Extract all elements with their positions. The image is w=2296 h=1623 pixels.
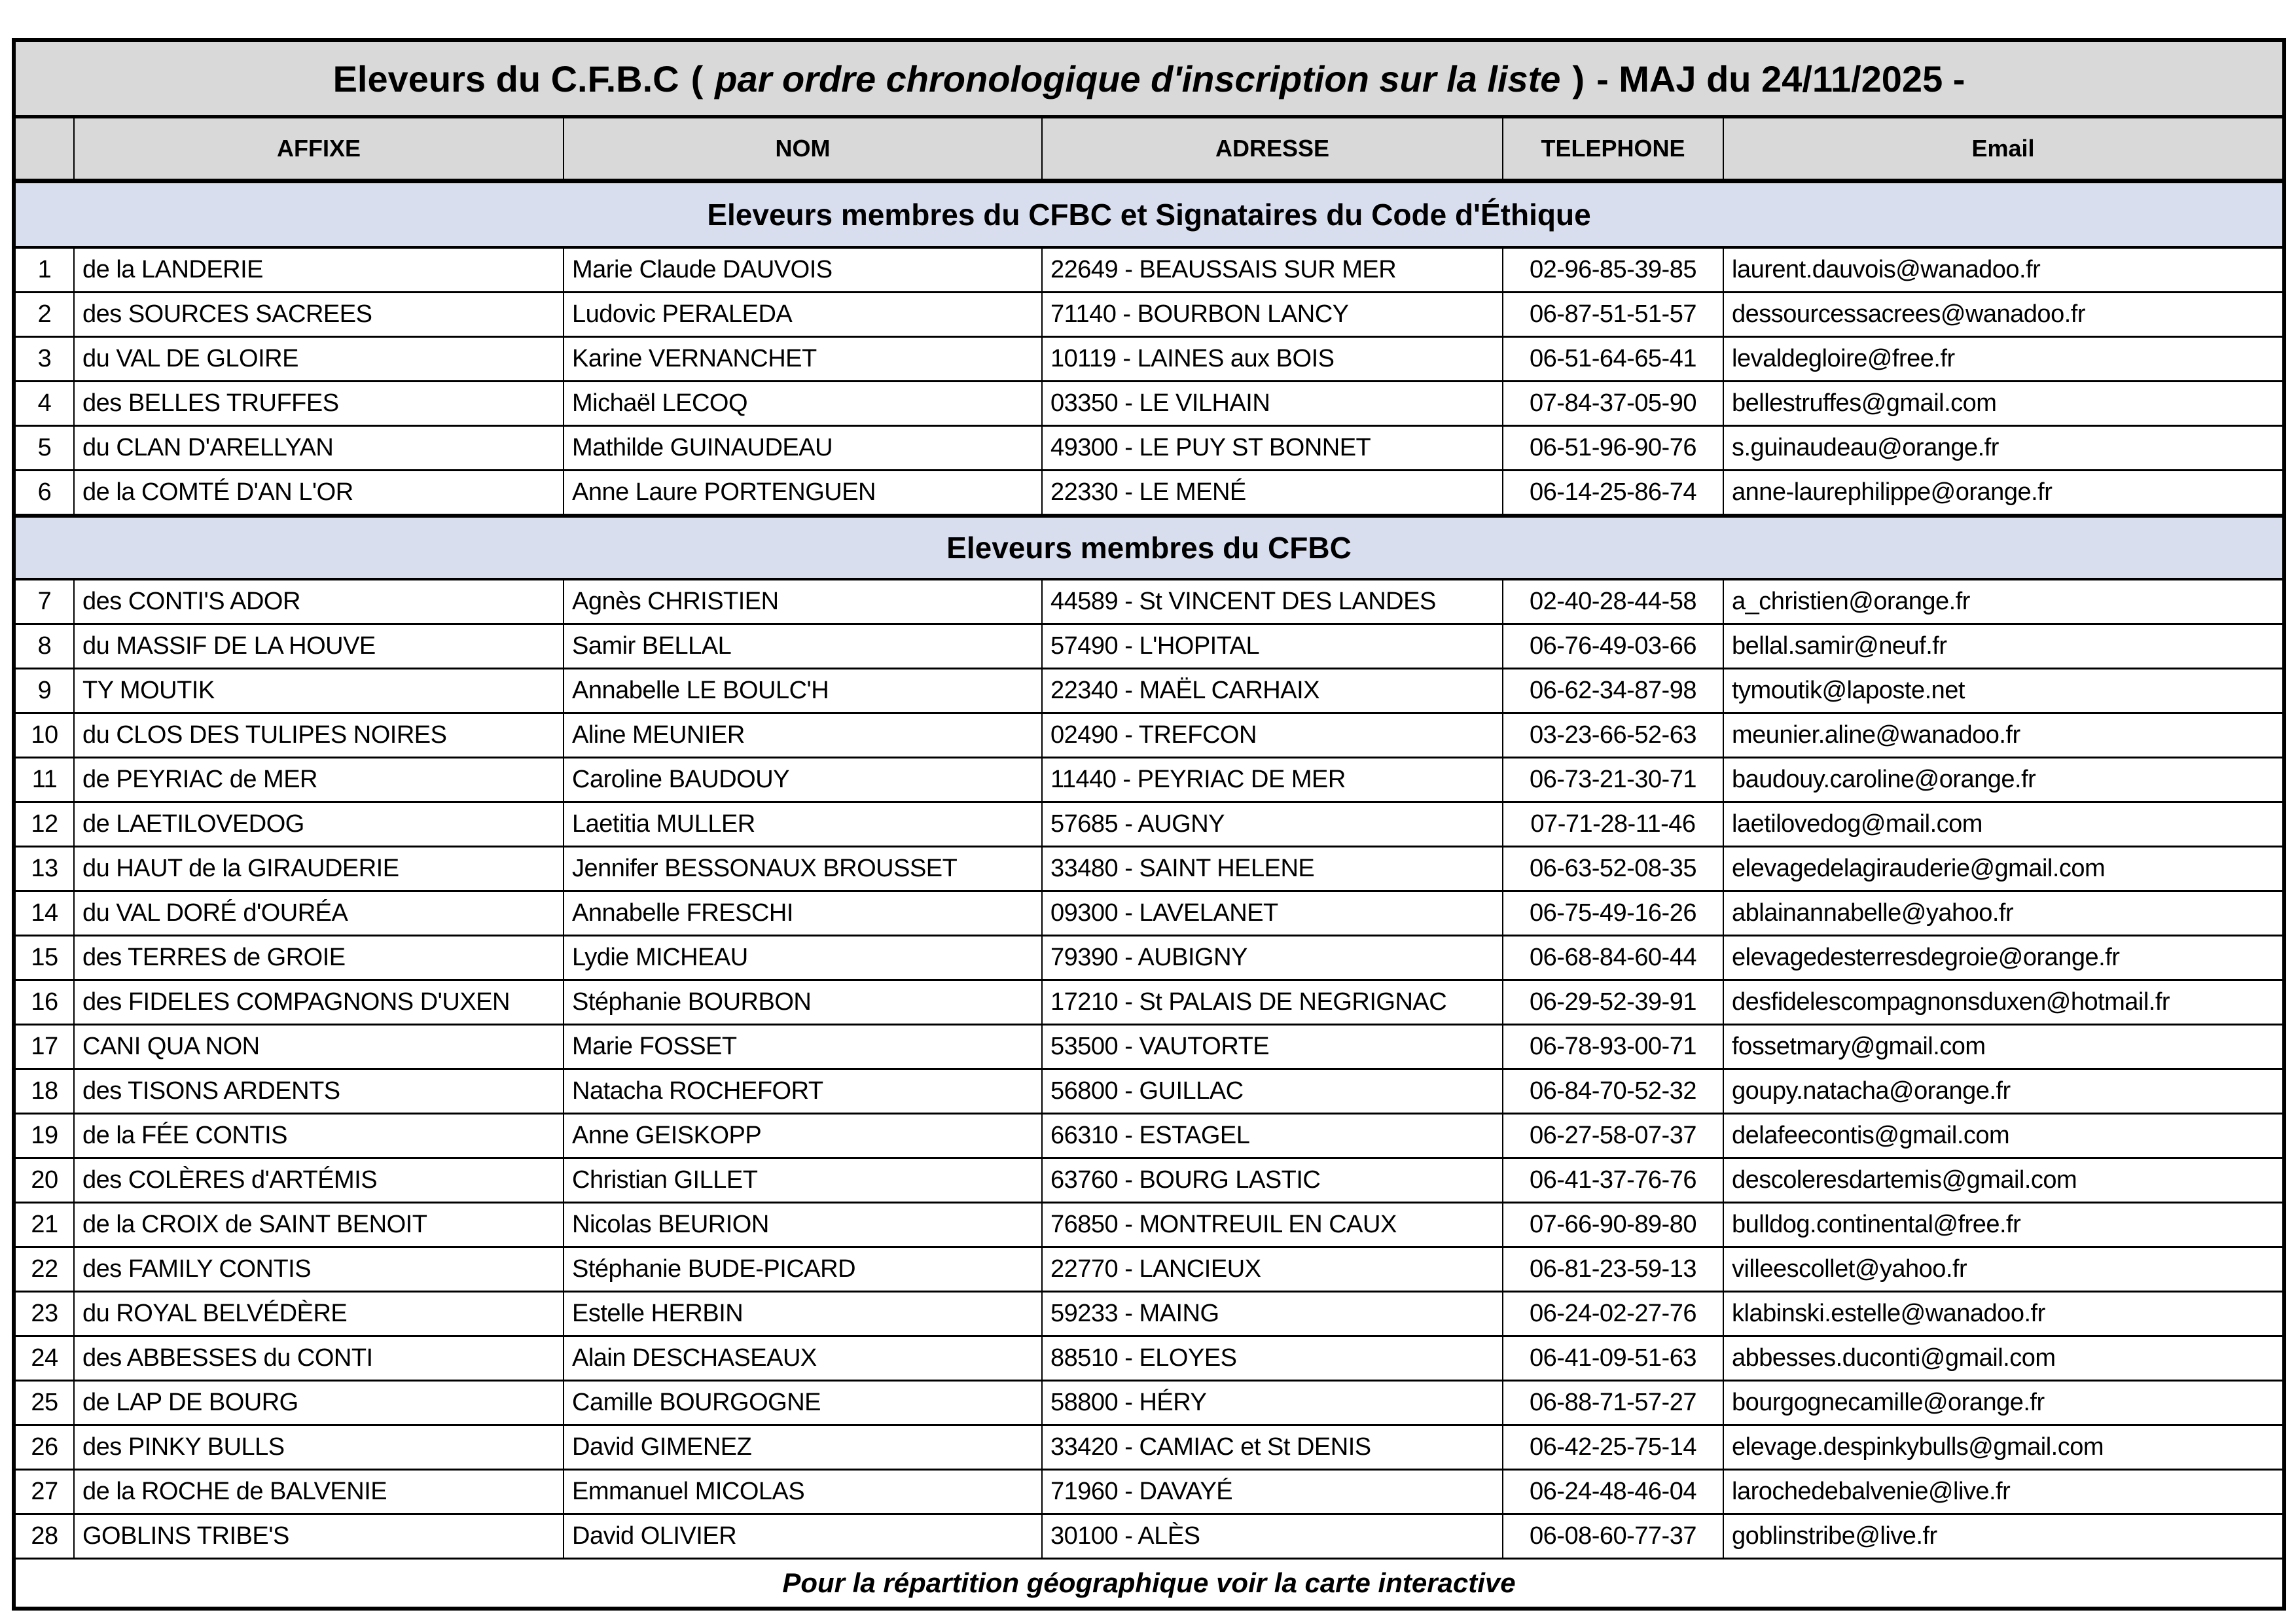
table-row <box>16 625 2282 669</box>
cell-adresse: 17210 - St PALAIS DE NEGRIGNAC <box>1043 981 1503 1024</box>
cell-adresse: 58800 - HÉRY <box>1043 1382 1503 1424</box>
cell-email: ablainannabelle@yahoo.fr <box>1732 899 2014 927</box>
column-header-email: Email <box>1971 135 2035 162</box>
table-row <box>16 580 2282 625</box>
cell-nom: Aline MEUNIER <box>564 714 1043 757</box>
cell-nom: Lydie MICHEAU <box>564 936 1043 979</box>
table-row <box>16 803 2282 847</box>
section-band-signataires: Eleveurs membres du CFBC et Signataires du Code d'Éthique <box>16 181 2282 249</box>
cell-nom: David GIMENEZ <box>564 1426 1043 1469</box>
cell-number: 23 <box>16 1293 75 1335</box>
table-row <box>16 1026 2282 1070</box>
cell-adresse: 22340 - MAËL CARHAIX <box>1043 669 1503 712</box>
cell-adresse: 11440 - PEYRIAC DE MER <box>1043 758 1503 801</box>
cell-nom: Jennifer BESSONAUX BROUSSET <box>564 847 1043 890</box>
cell-affixe: CANI QUA NON <box>75 1026 564 1068</box>
column-header-adresse: ADRESSE <box>1043 118 1503 179</box>
cell-telephone: 07-84-37-05-90 <box>1503 382 1724 425</box>
cell-adresse: 79390 - AUBIGNY <box>1043 936 1503 979</box>
cell-nom: Stéphanie BUDE-PICARD <box>564 1248 1043 1291</box>
cell-number: 17 <box>16 1026 75 1068</box>
cell-email: descoleresdartemis@gmail.com <box>1732 1166 2077 1194</box>
cell-telephone: 06-42-25-75-14 <box>1503 1426 1724 1469</box>
cell-telephone: 07-71-28-11-46 <box>1503 803 1724 846</box>
cell-number: 6 <box>16 471 75 514</box>
cell-email: villeescollet@yahoo.fr <box>1732 1255 1967 1283</box>
cell-telephone: 06-24-02-27-76 <box>1503 1293 1724 1335</box>
cell-email: laurent.dauvois@wanadoo.fr <box>1732 256 2041 283</box>
cell-email: elevagedesterresdegroie@orange.fr <box>1732 944 2120 971</box>
table-row <box>16 427 2282 471</box>
cell-affixe: des PINKY BULLS <box>75 1426 564 1469</box>
table-row <box>16 1159 2282 1204</box>
cell-number: 15 <box>16 936 75 979</box>
cell-affixe: des ABBESSES du CONTI <box>75 1337 564 1380</box>
cell-adresse: 22330 - LE MENÉ <box>1043 471 1503 514</box>
cell-number: 20 <box>16 1159 75 1202</box>
cell-affixe: du HAUT de la GIRAUDERIE <box>75 847 564 890</box>
cell-telephone: 06-62-34-87-98 <box>1503 669 1724 712</box>
cell-telephone: 03-23-66-52-63 <box>1503 714 1724 757</box>
cell-number: 13 <box>16 847 75 890</box>
table-row <box>16 758 2282 803</box>
cell-email: meunier.aline@wanadoo.fr <box>1732 721 2020 749</box>
cell-email: laetilovedog@mail.com <box>1732 810 1982 838</box>
cell-affixe: de la COMTÉ D'AN L'OR <box>75 471 564 514</box>
cell-telephone: 06-78-93-00-71 <box>1503 1026 1724 1068</box>
page-title <box>16 42 2282 118</box>
table-row <box>16 471 2282 516</box>
cell-nom: Anne Laure PORTENGUEN <box>564 471 1043 514</box>
cell-number: 18 <box>16 1070 75 1113</box>
table-row <box>16 1382 2282 1426</box>
cell-affixe: du ROYAL BELVÉDÈRE <box>75 1293 564 1335</box>
table-row <box>16 249 2282 293</box>
cell-adresse: 02490 - TREFCON <box>1043 714 1503 757</box>
cell-affixe: de la CROIX de SAINT BENOIT <box>75 1204 564 1246</box>
table-row <box>16 1070 2282 1115</box>
cell-email: dessourcessacrees@wanadoo.fr <box>1732 300 2085 328</box>
cell-nom: Annabelle FRESCHI <box>564 892 1043 935</box>
cell-affixe: des TERRES de GROIE <box>75 936 564 979</box>
cell-adresse: 33420 - CAMIAC et St DENIS <box>1043 1426 1503 1469</box>
title-paren-open: ( <box>691 58 704 99</box>
cell-affixe: TY MOUTIK <box>75 669 564 712</box>
section-band-membres: Eleveurs membres du CFBC <box>16 516 2282 580</box>
cell-telephone: 06-73-21-30-71 <box>1503 758 1724 801</box>
table-row <box>16 1204 2282 1248</box>
cell-email: s.guinaudeau@orange.fr <box>1732 434 1999 461</box>
cell-number: 10 <box>16 714 75 757</box>
breeders-table <box>12 38 2286 1611</box>
cell-email: goupy.natacha@orange.fr <box>1732 1077 2011 1105</box>
cell-nom: Stéphanie BOURBON <box>564 981 1043 1024</box>
cell-adresse: 22649 - BEAUSSAIS SUR MER <box>1043 249 1503 291</box>
cell-adresse: 57685 - AUGNY <box>1043 803 1503 846</box>
cell-adresse: 44589 - St VINCENT DES LANDES <box>1043 580 1503 623</box>
cell-telephone: 06-41-09-51-63 <box>1503 1337 1724 1380</box>
cell-affixe: du CLAN D'ARELLYAN <box>75 427 564 469</box>
cell-email: elevage.despinkybulls@gmail.com <box>1732 1433 2104 1461</box>
cell-adresse: 10119 - LAINES aux BOIS <box>1043 338 1503 380</box>
cell-affixe: de LAETILOVEDOG <box>75 803 564 846</box>
cell-nom: Laetitia MULLER <box>564 803 1043 846</box>
table-row <box>16 1515 2282 1560</box>
cell-telephone: 06-08-60-77-37 <box>1503 1515 1724 1558</box>
cell-number: 5 <box>16 427 75 469</box>
cell-adresse: 03350 - LE VILHAIN <box>1043 382 1503 425</box>
table-row <box>16 981 2282 1026</box>
cell-telephone: 06-14-25-86-74 <box>1503 471 1724 514</box>
cell-adresse: 56800 - GUILLAC <box>1043 1070 1503 1113</box>
cell-nom: Camille BOURGOGNE <box>564 1382 1043 1424</box>
cell-email: tymoutik@laposte.net <box>1732 677 1965 704</box>
cell-affixe: des CONTI'S ADOR <box>75 580 564 623</box>
cell-adresse: 49300 - LE PUY ST BONNET <box>1043 427 1503 469</box>
cell-email: goblinstribe@live.fr <box>1732 1522 1937 1550</box>
cell-nom: Emmanuel MICOLAS <box>564 1471 1043 1513</box>
cell-adresse: 53500 - VAUTORTE <box>1043 1026 1503 1068</box>
cell-email: klabinski.estelle@wanadoo.fr <box>1732 1300 2045 1327</box>
table-row <box>16 936 2282 981</box>
cell-nom: Samir BELLAL <box>564 625 1043 668</box>
cell-email: bulldog.continental@free.fr <box>1732 1211 2021 1238</box>
cell-affixe: de la LANDERIE <box>75 249 564 291</box>
cell-nom: Natacha ROCHEFORT <box>564 1070 1043 1113</box>
cell-affixe: des TISONS ARDENTS <box>75 1070 564 1113</box>
cell-number: 26 <box>16 1426 75 1469</box>
cell-affixe: du VAL DORÉ d'OURÉA <box>75 892 564 935</box>
cell-email: baudouy.caroline@orange.fr <box>1732 766 2036 793</box>
table-row <box>16 1337 2282 1382</box>
column-header-row <box>16 118 2282 181</box>
cell-affixe: du MASSIF DE LA HOUVE <box>75 625 564 668</box>
cell-number: 28 <box>16 1515 75 1558</box>
cell-affixe: de la FÉE CONTIS <box>75 1115 564 1157</box>
cell-telephone: 06-75-49-16-26 <box>1503 892 1724 935</box>
cell-nom: Karine VERNANCHET <box>564 338 1043 380</box>
cell-number: 14 <box>16 892 75 935</box>
cell-nom: Nicolas BEURION <box>564 1204 1043 1246</box>
cell-nom: Agnès CHRISTIEN <box>564 580 1043 623</box>
table-row <box>16 1248 2282 1293</box>
cell-email: a_christien@orange.fr <box>1732 588 1970 615</box>
cell-number: 22 <box>16 1248 75 1291</box>
cell-number: 21 <box>16 1204 75 1246</box>
cell-affixe: des BELLES TRUFFES <box>75 382 564 425</box>
table-row <box>16 714 2282 758</box>
cell-telephone: 06-51-64-65-41 <box>1503 338 1724 380</box>
cell-email: levaldegloire@free.fr <box>1732 345 1955 372</box>
cell-email: anne-laurephilippe@orange.fr <box>1732 478 2053 506</box>
table-row <box>16 1115 2282 1159</box>
cell-email: fossetmary@gmail.com <box>1732 1033 1986 1060</box>
cell-email: abbesses.duconti@gmail.com <box>1732 1344 2056 1372</box>
cell-number: 1 <box>16 249 75 291</box>
cell-nom: David OLIVIER <box>564 1515 1043 1558</box>
cell-telephone: 06-27-58-07-37 <box>1503 1115 1724 1157</box>
cell-affixe: des FAMILY CONTIS <box>75 1248 564 1291</box>
cell-email: delafeecontis@gmail.com <box>1732 1122 2010 1149</box>
table-row <box>16 293 2282 338</box>
table-row <box>16 892 2282 936</box>
cell-telephone: 06-29-52-39-91 <box>1503 981 1724 1024</box>
cell-nom: Marie FOSSET <box>564 1026 1043 1068</box>
cell-number: 19 <box>16 1115 75 1157</box>
title-maj-date: - MAJ du 24/11/2025 - <box>1596 58 1965 99</box>
cell-number: 2 <box>16 293 75 336</box>
cell-number: 24 <box>16 1337 75 1380</box>
cell-affixe: du VAL DE GLOIRE <box>75 338 564 380</box>
cell-affixe: du CLOS DES TULIPES NOIRES <box>75 714 564 757</box>
cell-adresse: 71140 - BOURBON LANCY <box>1043 293 1503 336</box>
cell-affixe: des SOURCES SACREES <box>75 293 564 336</box>
cell-telephone: 06-63-52-08-35 <box>1503 847 1724 890</box>
cell-telephone: 06-51-96-90-76 <box>1503 427 1724 469</box>
column-header-nom: NOM <box>564 118 1043 179</box>
cell-telephone: 06-76-49-03-66 <box>1503 625 1724 668</box>
cell-number: 8 <box>16 625 75 668</box>
column-header-empty <box>16 118 75 179</box>
cell-number: 3 <box>16 338 75 380</box>
cell-adresse: 76850 - MONTREUIL EN CAUX <box>1043 1204 1503 1246</box>
cell-number: 7 <box>16 580 75 623</box>
cell-number: 27 <box>16 1471 75 1513</box>
cell-affixe: de PEYRIAC de MER <box>75 758 564 801</box>
cell-email: bellal.samir@neuf.fr <box>1732 632 1947 660</box>
table-footer-note: Pour la répartition géographique voir la carte interactive <box>16 1560 2282 1607</box>
cell-number: 11 <box>16 758 75 801</box>
cell-adresse: 22770 - LANCIEUX <box>1043 1248 1503 1291</box>
cell-adresse: 59233 - MAING <box>1043 1293 1503 1335</box>
table-row <box>16 382 2282 427</box>
cell-number: 4 <box>16 382 75 425</box>
cell-email: bellestruffes@gmail.com <box>1732 389 1997 417</box>
cell-affixe: des FIDELES COMPAGNONS D'UXEN <box>75 981 564 1024</box>
column-header-telephone: TELEPHONE <box>1503 118 1724 179</box>
cell-adresse: 09300 - LAVELANET <box>1043 892 1503 935</box>
cell-telephone: 06-84-70-52-32 <box>1503 1070 1724 1113</box>
section-rows-signataires <box>16 249 2282 516</box>
cell-number: 12 <box>16 803 75 846</box>
cell-telephone: 06-24-48-46-04 <box>1503 1471 1724 1513</box>
table-row <box>16 1471 2282 1515</box>
title-main: Eleveurs du C.F.B.C <box>332 58 679 99</box>
cell-telephone: 06-41-37-76-76 <box>1503 1159 1724 1202</box>
cell-adresse: 63760 - BOURG LASTIC <box>1043 1159 1503 1202</box>
cell-adresse: 57490 - L'HOPITAL <box>1043 625 1503 668</box>
cell-telephone: 06-68-84-60-44 <box>1503 936 1724 979</box>
title-subtitle-italic: par ordre chronologique d'inscription sur la liste <box>715 58 1561 99</box>
cell-adresse: 33480 - SAINT HELENE <box>1043 847 1503 890</box>
cell-affixe: de la ROCHE de BALVENIE <box>75 1471 564 1513</box>
cell-nom: Anne GEISKOPP <box>564 1115 1043 1157</box>
cell-nom: Marie Claude DAUVOIS <box>564 249 1043 291</box>
cell-email: elevagedelagirauderie@gmail.com <box>1732 855 2106 882</box>
cell-telephone: 07-66-90-89-80 <box>1503 1204 1724 1246</box>
cell-affixe: des COLÈRES d'ARTÉMIS <box>75 1159 564 1202</box>
cell-telephone: 02-96-85-39-85 <box>1503 249 1724 291</box>
cell-nom: Alain DESCHASEAUX <box>564 1337 1043 1380</box>
cell-nom: Michaël LECOQ <box>564 382 1043 425</box>
table-row <box>16 847 2282 892</box>
cell-telephone: 02-40-28-44-58 <box>1503 580 1724 623</box>
cell-email: larochedebalvenie@live.fr <box>1732 1478 2011 1505</box>
cell-adresse: 71960 - DAVAYÉ <box>1043 1471 1503 1513</box>
cell-email: desfidelescompagnonsduxen@hotmail.fr <box>1732 988 2170 1016</box>
cell-telephone: 06-88-71-57-27 <box>1503 1382 1724 1424</box>
cell-telephone: 06-81-23-59-13 <box>1503 1248 1724 1291</box>
title-paren-close: ) <box>1572 58 1585 99</box>
cell-nom: Christian GILLET <box>564 1159 1043 1202</box>
cell-number: 25 <box>16 1382 75 1424</box>
cell-telephone: 06-87-51-51-57 <box>1503 293 1724 336</box>
table-row <box>16 1293 2282 1337</box>
section-rows-membres <box>16 580 2282 1560</box>
table-row <box>16 669 2282 714</box>
table-row <box>16 338 2282 382</box>
cell-adresse: 30100 - ALÈS <box>1043 1515 1503 1558</box>
cell-nom: Annabelle LE BOULC'H <box>564 669 1043 712</box>
cell-nom: Ludovic PERALEDA <box>564 293 1043 336</box>
table-row <box>16 1426 2282 1471</box>
cell-adresse: 66310 - ESTAGEL <box>1043 1115 1503 1157</box>
cell-number: 9 <box>16 669 75 712</box>
cell-nom: Mathilde GUINAUDEAU <box>564 427 1043 469</box>
column-header-affixe: AFFIXE <box>75 118 564 179</box>
cell-nom: Estelle HERBIN <box>564 1293 1043 1335</box>
cell-number: 16 <box>16 981 75 1024</box>
cell-email: bourgognecamille@orange.fr <box>1732 1389 2045 1416</box>
cell-affixe: de LAP DE BOURG <box>75 1382 564 1424</box>
cell-nom: Caroline BAUDOUY <box>564 758 1043 801</box>
cell-affixe: GOBLINS TRIBE'S <box>75 1515 564 1558</box>
cell-adresse: 88510 - ELOYES <box>1043 1337 1503 1380</box>
